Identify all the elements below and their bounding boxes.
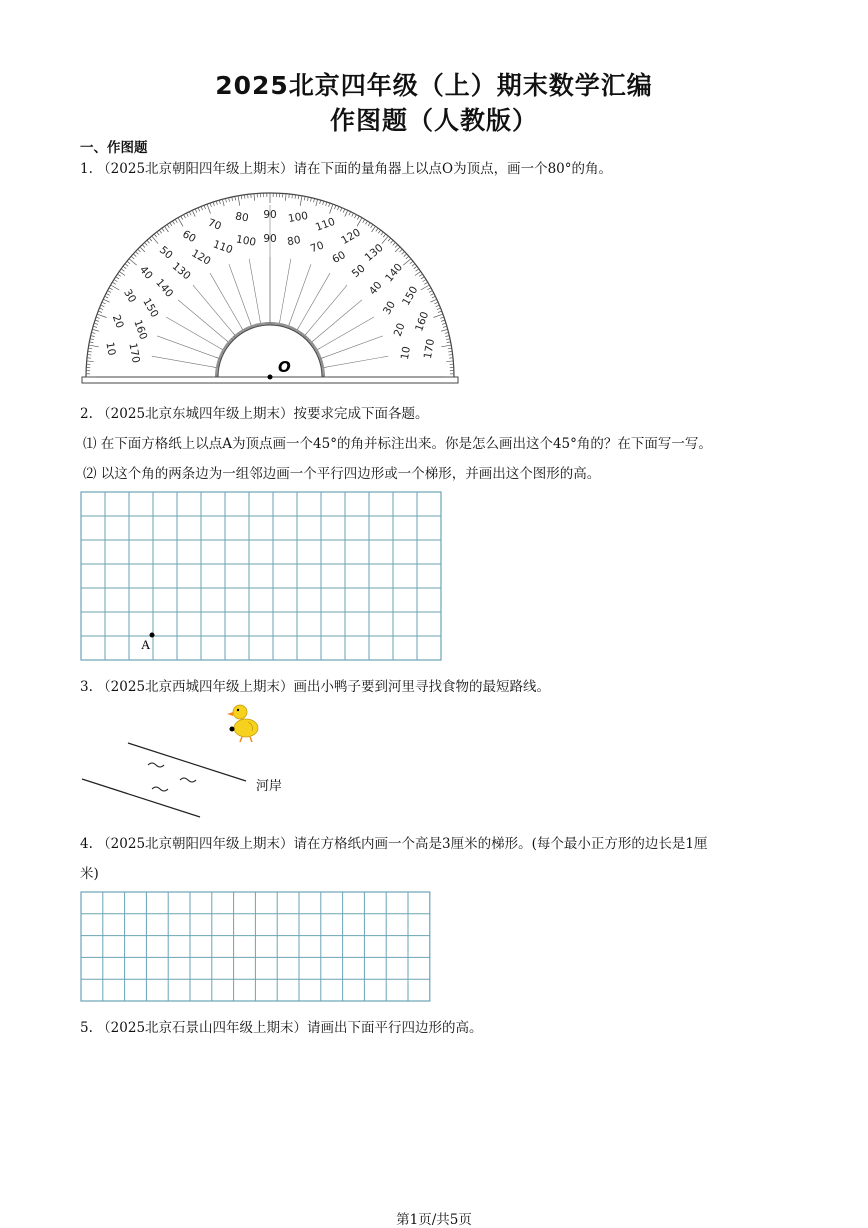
protractor-tick — [432, 296, 436, 298]
protractor-tick — [448, 351, 452, 352]
question-4-text-line1: 4. （2025北京朝阳四年级上期末）请在方格纸内画一个高是3厘米的梯形。(每个最小正方形的边长是1厘 — [80, 832, 707, 852]
protractor-tick — [99, 308, 103, 309]
protractor-tick — [390, 240, 393, 243]
protractor-tick — [219, 200, 220, 204]
protractor-tick — [441, 345, 451, 347]
protractor-outer-label: 120 — [339, 226, 362, 246]
protractor-tick — [97, 314, 106, 317]
protractor-guide-line — [320, 317, 374, 348]
protractor-tick — [154, 234, 157, 237]
protractor-tick — [213, 202, 214, 206]
protractor-tick — [357, 216, 359, 219]
protractor-outer-label: 50 — [157, 244, 175, 262]
protractor-outer-label: 20 — [110, 313, 126, 330]
protractor-tick — [123, 266, 126, 268]
protractor-outer-label: 160 — [413, 310, 431, 333]
point-o-label: O — [278, 358, 291, 376]
protractor-tick — [164, 226, 168, 232]
protractor-tick — [138, 249, 141, 252]
protractor-inner-label: 20 — [392, 321, 408, 338]
protractor-tick — [352, 213, 354, 217]
protractor-guide-line — [229, 264, 250, 322]
protractor-tick — [330, 204, 333, 213]
protractor-tick — [430, 299, 436, 302]
river-bank-upper — [128, 743, 246, 781]
protractor-tick — [419, 274, 422, 276]
protractor-tick — [93, 326, 97, 327]
protractor-guide-line — [166, 317, 220, 348]
protractor-inner-label: 90 — [263, 233, 276, 245]
protractor-tick — [159, 230, 161, 233]
protractor-inner-label: 40 — [367, 279, 385, 297]
protractor-tick — [446, 339, 450, 340]
protractor-tick — [295, 195, 296, 199]
wave-icon — [180, 778, 196, 782]
protractor-tick — [424, 282, 427, 284]
protractor-inner-label: 150 — [140, 296, 160, 319]
protractor-tick — [127, 261, 130, 264]
protractor-tick — [131, 256, 134, 259]
protractor-tick — [442, 323, 446, 324]
protractor-tick — [91, 332, 95, 333]
protractor-tick — [310, 198, 311, 202]
protractor-tick — [345, 210, 348, 216]
protractor-tick — [402, 252, 405, 255]
protractor-tick — [447, 342, 451, 343]
grid-paper-q2[interactable] — [80, 491, 442, 661]
protractor-inner-label: 80 — [286, 234, 301, 248]
protractor-tick — [381, 232, 383, 235]
protractor-tick — [147, 240, 150, 243]
protractor-inner-label: 100 — [235, 233, 257, 248]
protractor-inner-label: 30 — [381, 299, 398, 317]
protractor-tick — [441, 329, 448, 331]
protractor-tick — [189, 212, 191, 216]
protractor-tick — [445, 332, 449, 333]
protractor-tick — [95, 320, 99, 321]
document-title-line1: 2025北京四年级（上）期末数学汇编 — [0, 66, 868, 102]
protractor-tick — [92, 329, 99, 331]
protractor-tick — [116, 277, 119, 279]
protractor-outer-label: 110 — [314, 216, 337, 234]
protractor-tick — [376, 228, 378, 231]
protractor-tick — [399, 249, 402, 252]
protractor-tick — [229, 198, 230, 202]
protractor-tick — [102, 302, 106, 304]
protractor-outer-label: 130 — [363, 242, 386, 264]
point-o — [268, 375, 273, 380]
protractor-outer-label: 80 — [234, 210, 249, 224]
protractor-tick — [112, 282, 115, 284]
protractor-tick — [210, 203, 211, 207]
protractor-tick — [119, 271, 125, 275]
protractor-tick — [103, 299, 109, 302]
protractor-outer-label: 10 — [103, 341, 117, 356]
grid-border — [81, 492, 441, 660]
question-2-part-1: ⑴ 在下面方格纸上以点A为顶点画一个45°的角并标注出来。你是怎么画出这个45°角的？在下面写一写。 — [83, 432, 712, 452]
protractor-guide-line — [152, 356, 213, 367]
protractor-tick — [300, 196, 302, 206]
protractor-outer-label: 30 — [121, 287, 138, 305]
protractor-tick — [378, 230, 380, 233]
protractor-tick — [198, 208, 200, 212]
protractor-tick — [427, 288, 430, 290]
protractor-guide-line — [314, 300, 361, 340]
protractor-tick — [383, 234, 386, 237]
question-1-text: 1. （2025北京朝阳四年级上期末）请在下面的量角器上以点O为顶点，画一个80°的角。 — [80, 157, 612, 177]
protractor-tick — [254, 194, 255, 201]
protractor-outer-label: 140 — [383, 261, 405, 284]
protractor-tick — [304, 196, 305, 200]
protractor — [80, 190, 460, 390]
protractor-tick — [195, 209, 197, 213]
protractor-tick — [232, 197, 233, 201]
protractor-tick — [114, 279, 117, 281]
protractor-outer-label: 170 — [422, 338, 437, 360]
protractor-inner-label: 170 — [126, 342, 141, 364]
protractor-tick — [87, 361, 94, 362]
protractor-guide-line — [280, 259, 291, 320]
protractor-tick — [285, 194, 286, 201]
protractor-inner-label: 50 — [350, 262, 368, 280]
protractor-tick — [423, 279, 426, 281]
protractor-tick — [175, 219, 177, 222]
protractor-tick — [340, 208, 342, 212]
protractor-tick — [349, 212, 351, 216]
protractor-tick — [429, 291, 433, 293]
protractor-tick — [363, 219, 365, 222]
protractor-tick — [108, 291, 112, 293]
protractor-tick — [404, 254, 407, 257]
protractor-inner-label: 130 — [170, 260, 193, 282]
protractor-tick — [421, 277, 424, 279]
protractor-tick — [414, 266, 417, 268]
protractor-outer-label: 40 — [137, 264, 155, 282]
river-bank-label: 河岸 — [256, 778, 282, 793]
protractor-tick — [410, 261, 413, 264]
duck-icon — [227, 705, 258, 742]
protractor-inner-label: 10 — [399, 345, 413, 360]
river-scene — [80, 695, 380, 835]
protractor-tick — [94, 323, 98, 324]
protractor-tick — [393, 242, 396, 245]
protractor-tick — [186, 213, 188, 217]
protractor-inner-label: 160 — [131, 318, 149, 341]
wave-icon — [148, 763, 164, 767]
protractor-tick — [316, 199, 318, 206]
protractor-tick — [415, 271, 421, 275]
question-5-text: 5. （2025北京石景山四年级上期末）请画出下面平行四边形的高。 — [80, 1016, 483, 1036]
protractor-guide-line — [290, 264, 311, 322]
protractor-tick — [145, 242, 148, 245]
protractor-tick — [140, 247, 145, 252]
protractor-outer-label: 100 — [287, 210, 309, 225]
protractor-guide-line — [307, 285, 347, 332]
grid-paper-q4[interactable] — [80, 891, 432, 1003]
protractor-tick — [216, 201, 217, 205]
protractor-inner-arc — [218, 325, 322, 377]
protractor-tick — [437, 308, 441, 309]
protractor-tick — [238, 196, 240, 206]
protractor-tick — [372, 226, 376, 232]
protractor-tick — [133, 254, 136, 257]
protractor-tick — [436, 305, 440, 307]
protractor-tick — [135, 252, 138, 255]
protractor-tick — [142, 245, 145, 248]
document-title-line2: 作图题（人教版） — [0, 101, 868, 137]
protractor-tick — [406, 256, 409, 259]
protractor-tick — [395, 245, 398, 248]
protractor-tick — [434, 302, 438, 304]
protractor-tick — [343, 209, 345, 213]
wave-icon — [152, 787, 168, 791]
protractor-tick — [320, 200, 321, 204]
protractor-tick — [89, 342, 93, 343]
protractor-tick — [337, 206, 338, 210]
protractor-tick — [225, 198, 226, 202]
protractor-guide-line — [325, 336, 383, 357]
question-4-text-line2: 米) — [80, 862, 99, 882]
protractor-tick — [388, 238, 391, 241]
protractor-tick — [403, 259, 411, 265]
protractor-guide-line — [178, 300, 225, 340]
protractor-tick — [96, 317, 100, 318]
protractor-tick — [448, 348, 452, 349]
protractor-guide-line — [157, 336, 215, 357]
section-heading: 一、作图题 — [80, 136, 148, 156]
protractor-tick — [207, 204, 210, 213]
question-2-part-2: ⑵ 以这个角的两条边为一组邻边画一个平行四边形或一个梯形，并画出这个图形的高。 — [83, 462, 600, 482]
protractor-tick — [244, 195, 245, 199]
protractor-tick — [192, 210, 195, 216]
protractor-tick — [438, 311, 442, 312]
protractor-tick — [241, 195, 242, 199]
protractor-guide-line — [299, 273, 330, 327]
protractor-tick — [152, 236, 158, 244]
protractor-tick — [201, 206, 202, 210]
protractor-guide-line — [193, 285, 233, 332]
protractor-tick — [329, 203, 330, 207]
protractor-tick — [235, 196, 236, 200]
protractor-inner-label: 110 — [211, 238, 234, 256]
protractor-tick — [440, 317, 444, 318]
protractor-tick — [412, 264, 415, 266]
page-footer: 第1页/共5页 — [0, 1208, 868, 1228]
protractor-tick — [204, 205, 205, 209]
protractor-tick — [101, 305, 105, 307]
protractor-tick — [88, 351, 92, 352]
protractor-tick — [446, 361, 453, 362]
protractor-tick — [416, 269, 419, 271]
protractor-tick — [181, 216, 183, 219]
protractor-tick — [355, 215, 357, 219]
protractor-tick — [172, 221, 174, 224]
protractor-tick — [149, 238, 152, 241]
protractor-tick — [88, 348, 92, 349]
protractor-tick — [129, 259, 137, 265]
protractor-tick — [109, 288, 112, 290]
protractor-tick — [162, 228, 164, 231]
protractor-tick — [222, 199, 224, 206]
duck-point — [230, 727, 235, 732]
protractor-outer-label: 90 — [263, 209, 276, 221]
protractor-tick — [98, 311, 102, 312]
protractor-guide-line — [210, 273, 241, 327]
protractor-tick — [395, 247, 400, 252]
point-a-label: A — [141, 637, 151, 652]
protractor-tick — [89, 345, 99, 347]
protractor-outer-label: 70 — [206, 217, 223, 233]
protractor-inner-label: 120 — [189, 247, 212, 267]
question-3-text: 3. （2025北京西城四年级上期末）画出小鸭子要到河里寻找食物的最短路线。 — [80, 675, 550, 695]
protractor-tick — [371, 224, 373, 227]
river-bank-lower — [82, 779, 200, 817]
protractor-tick — [90, 339, 94, 340]
protractor-tick — [167, 224, 169, 227]
protractor-inner-label: 60 — [330, 249, 348, 266]
protractor-tick — [434, 314, 443, 317]
protractor-tick — [382, 236, 388, 244]
question-2-text: 2. （2025北京东城四年级上期末）按要求完成下面各题。 — [80, 402, 429, 422]
protractor-outer-label: 60 — [180, 228, 198, 245]
protractor-tick — [125, 264, 128, 266]
protractor-tick — [170, 223, 172, 226]
protractor-tick — [323, 201, 324, 205]
protractor-tick — [307, 197, 308, 201]
protractor-tick — [314, 198, 315, 202]
protractor-tick — [368, 223, 370, 226]
protractor-tick — [105, 296, 109, 298]
protractor-tick — [298, 195, 299, 199]
protractor-tick — [106, 293, 110, 295]
protractor-tick — [91, 336, 95, 337]
protractor-guide-line — [249, 259, 260, 320]
protractor-tick — [445, 336, 449, 337]
protractor-inner-label: 140 — [153, 277, 175, 300]
protractor-tick — [430, 293, 434, 295]
protractor-guide-line — [327, 356, 388, 367]
protractor-outer-label: 150 — [400, 284, 420, 307]
protractor-tick — [365, 221, 367, 224]
protractor-tick — [441, 320, 445, 321]
protractor-tick — [335, 205, 336, 209]
protractor-inner-label: 70 — [309, 239, 326, 255]
protractor-tick — [157, 232, 159, 235]
protractor-tick — [184, 215, 186, 219]
protractor-tick — [443, 326, 447, 327]
protractor-tick — [326, 202, 327, 206]
protractor-tick — [121, 269, 124, 271]
protractor-tick — [117, 274, 120, 276]
